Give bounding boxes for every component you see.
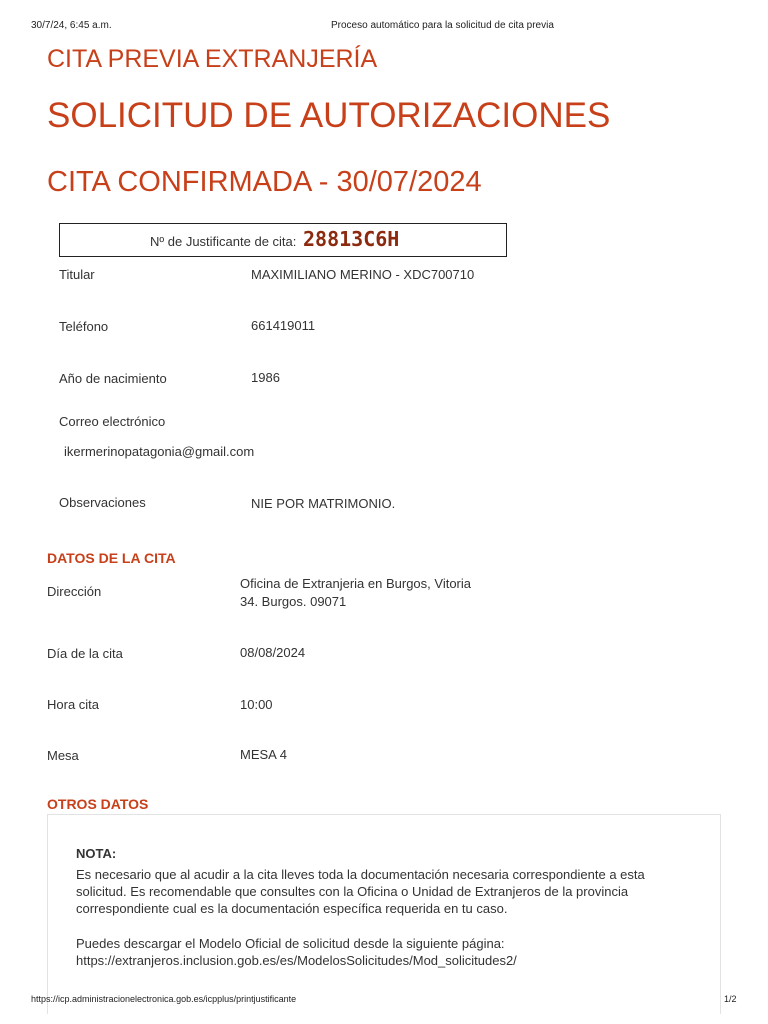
print-datetime: 30/7/24, 6:45 a.m. [31, 20, 112, 31]
observaciones-value: NIE POR MATRIMONIO. [251, 496, 396, 511]
mesa-value: MESA 4 [240, 747, 287, 762]
dia-cita-label: Día de la cita [47, 646, 123, 661]
print-title: Proceso automático para la solicitud de cita previa [331, 20, 554, 31]
hora-cita-value: 10:00 [240, 697, 273, 712]
correo-value: ikermerinopatagonia@gmail.com [64, 444, 255, 459]
footer-page: 1/2 [724, 994, 737, 1004]
note-line-1: Es necesario que al acudir a la cita lleves toda la documentación necesaria correspondiente a esta [76, 867, 645, 882]
mesa-label: Mesa [47, 748, 79, 763]
section-datos-cita: DATOS DE LA CITA [47, 550, 176, 566]
note-box [47, 814, 721, 1014]
telefono-label: Teléfono [59, 319, 109, 334]
download-text: Puedes descargar el Modelo Oficial de solicitud desde la siguiente página: [76, 936, 505, 951]
titular-value: MAXIMILIANO MERINO - XDC700710 [251, 267, 475, 282]
hora-cita-label: Hora cita [47, 697, 100, 712]
note-line-2: solicitud. Es recomendable que consultes con la Oficina o Unidad de Extranjeros de la provincia [76, 884, 629, 899]
titular-label: Titular [59, 267, 95, 282]
note-title: NOTA: [76, 846, 117, 861]
download-link[interactable]: https://extranjeros.inclusion.gob.es/es/ModelosSolicitudes/Mod_solicitudes2/ [76, 953, 517, 968]
justificante-code: 28813C6H [303, 227, 400, 251]
justificante-box [59, 223, 507, 257]
direccion-value-line2: 34. Burgos. 09071 [240, 594, 347, 609]
nacimiento-label: Año de nacimiento [59, 371, 167, 386]
direccion-label: Dirección [47, 584, 102, 599]
heading-solicitud: SOLICITUD DE AUTORIZACIONES [47, 96, 611, 135]
dia-cita-value: 08/08/2024 [240, 645, 306, 660]
note-line-3: correspondiente cual es la documentación específica requerida en tu caso. [76, 901, 508, 916]
section-otros-datos: OTROS DATOS [47, 796, 149, 812]
correo-label: Correo electrónico [59, 414, 166, 429]
heading-cita-confirmada: CITA CONFIRMADA - 30/07/2024 [47, 166, 482, 198]
justificante-label: Nº de Justificante de cita: [150, 234, 297, 249]
direccion-value-line1: Oficina de Extranjeria en Burgos, Vitoria [240, 576, 471, 591]
telefono-value: 661419011 [251, 318, 316, 333]
nacimiento-value: 1986 [251, 370, 280, 385]
footer-url: https://icp.administracionelectronica.gob.es/icpplus/printjustificante [31, 994, 297, 1004]
heading-cita-previa: CITA PREVIA EXTRANJERÍA [47, 45, 378, 73]
observaciones-label: Observaciones [59, 495, 146, 510]
